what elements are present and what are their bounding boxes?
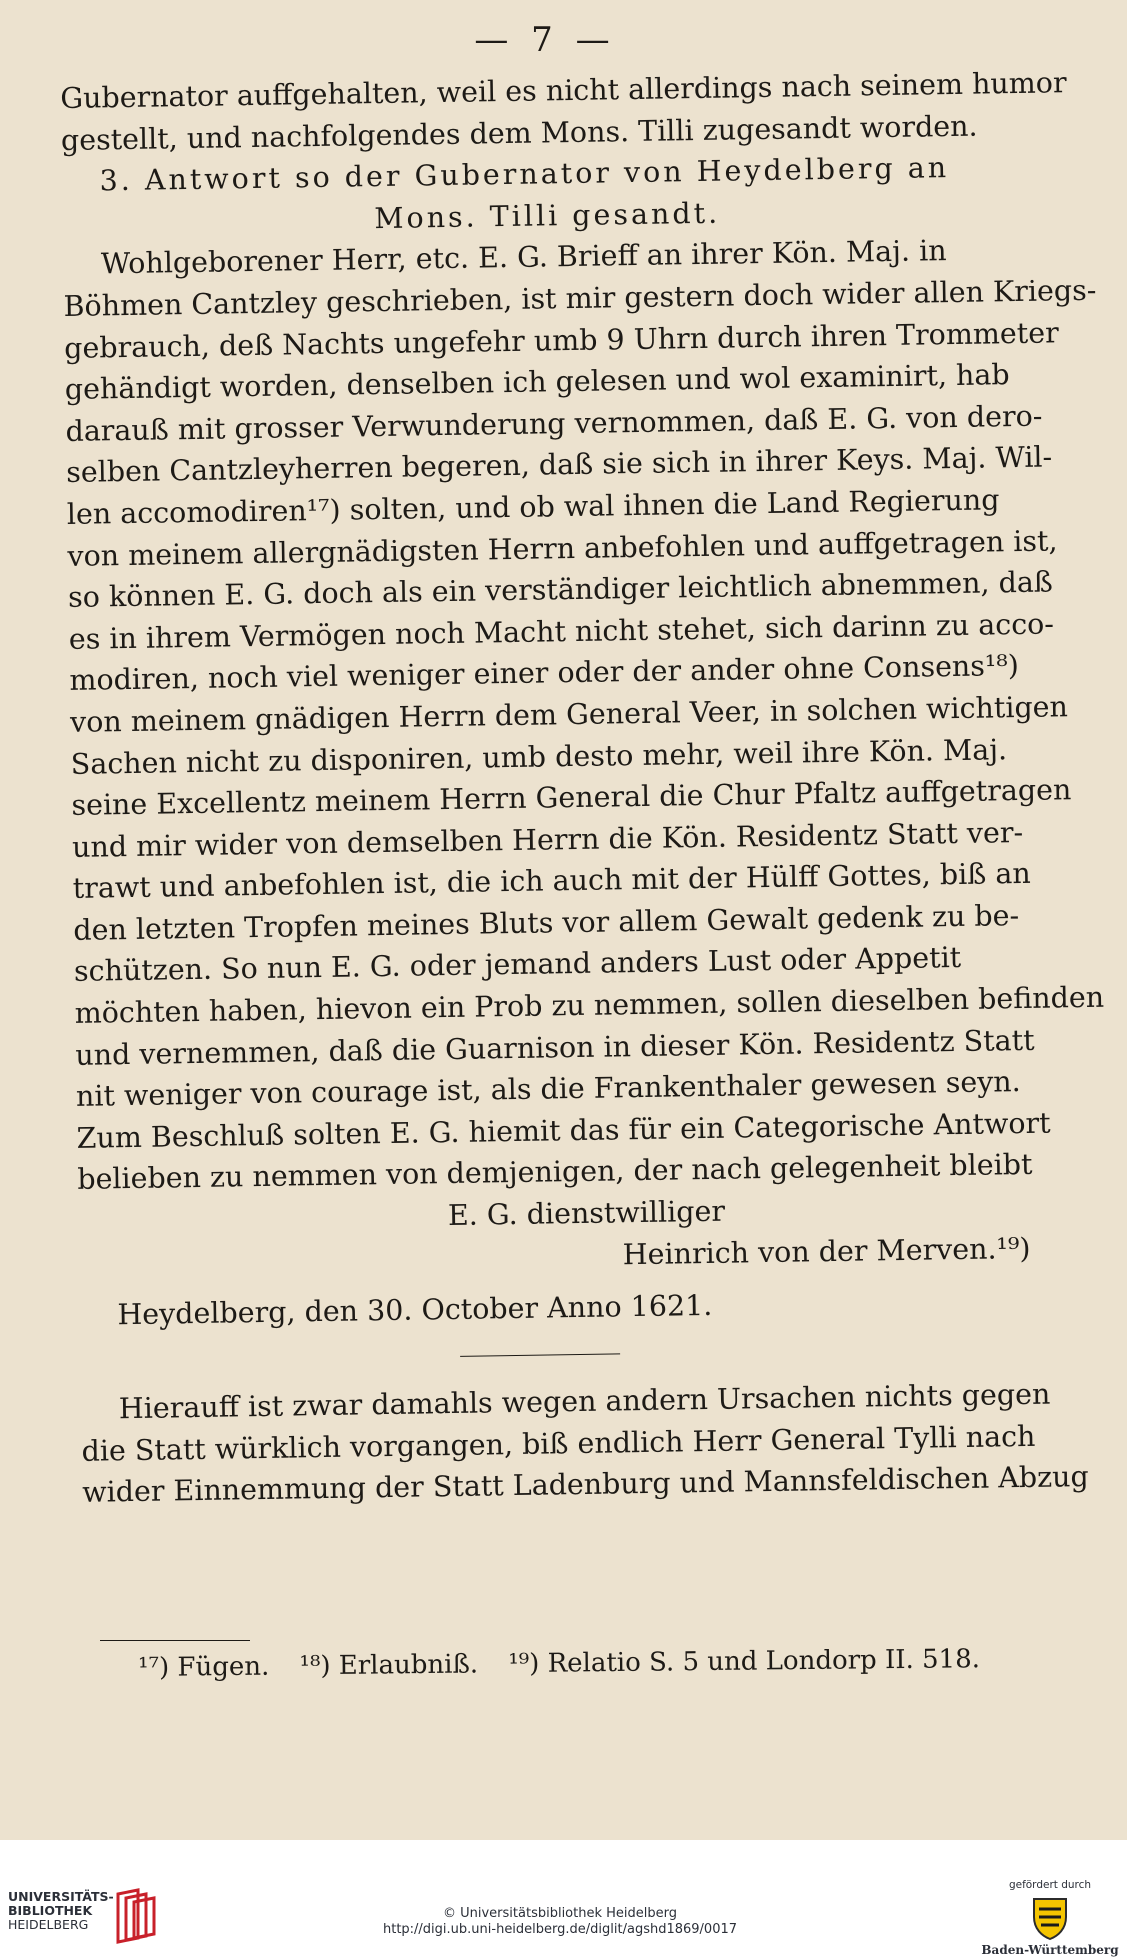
library-logo-icon[interactable] bbox=[114, 1888, 156, 1944]
funder-block bbox=[980, 1879, 1120, 1957]
text-line: den letzten Tropfen meines Bluts vor allem Gewalt gedenk zu be- bbox=[73, 898, 1020, 947]
text-line: so können E. G. doch als ein verständiger leichtlich abnemmen, daß bbox=[67, 565, 1054, 615]
text-line: Zum Beschluß solten E. G. hiemit das für ein Categorische Antwort bbox=[76, 1106, 1051, 1155]
text-line: und vernemmen, daß die Guarnison in dieser Kön. Residentz Statt bbox=[75, 1023, 1035, 1072]
footnotes bbox=[138, 1639, 1002, 1688]
text-line: gehändigt worden, denselben ich gelesen und wol examinirt, hab bbox=[64, 358, 1010, 407]
text-line: belieben zu nemmen von demjenigen, der nach gelegenheit bleibt bbox=[77, 1148, 1033, 1197]
footnote-19: ¹⁹) Relatio S. 5 und Londorp II. 518. bbox=[508, 1644, 981, 1680]
text-line: von meinem gnädigen Herrn dem General Veer, in solchen wichtigen bbox=[69, 690, 1069, 739]
section-heading-cont: Mons. Tilli gesandt. bbox=[374, 196, 721, 235]
date-line: Heydelberg, den 30. October Anno 1621. bbox=[117, 1289, 713, 1332]
text-line: die Statt würklich vorgangen, biß endlich Herr General Tylli nach bbox=[81, 1419, 1036, 1468]
text-line: trawt und anbefohlen ist, die ich auch mit der Hülff Gottes, biß an bbox=[72, 857, 1031, 906]
text-line: von meinem allergnädigsten Herrn anbefohlen und auffgetragen ist, bbox=[67, 523, 1058, 573]
body-text bbox=[60, 63, 1105, 1514]
page-number: — 7 — bbox=[474, 20, 616, 60]
text-line: modiren, noch viel weniger einer oder der ander ohne Consens¹⁸) bbox=[69, 649, 1020, 698]
text-line: Böhmen Cantzley geschrieben, ist mir gestern doch wider allen Kriegs- bbox=[63, 273, 1097, 323]
text-line: selben Cantzleyherren begeren, daß sie sich in ihrer Keys. Maj. Wil- bbox=[65, 440, 1053, 490]
text-line: schützen. So nun E. G. oder jemand anders Lust oder Appetit bbox=[73, 941, 962, 989]
text-line: Wohlgeborener Herr, etc. E. G. Brieff an ihrer Kön. Maj. in bbox=[100, 234, 947, 281]
text-line: es in ihrem Vermögen noch Macht nicht stehet, sich darinn zu acco- bbox=[68, 607, 1055, 656]
text-line: Gubernator auffgehalten, weil es nicht allerdings nach seinem humor bbox=[60, 66, 1067, 115]
funder-name: Baden-Württemberg bbox=[981, 1943, 1119, 1957]
footnote-rule bbox=[100, 1640, 250, 1641]
coat-of-arms-icon bbox=[1030, 1895, 1070, 1941]
footnote-17: ¹⁷) Fügen. bbox=[138, 1651, 270, 1683]
closing-phrase: E. G. dienstwilliger bbox=[447, 1194, 726, 1233]
footnote-18: ¹⁸) Erlaubniß. bbox=[299, 1649, 479, 1682]
text-line: gestellt, und nachfolgendes dem Mons. Tilli zugesandt worden. bbox=[60, 109, 978, 157]
text-line: Sachen nicht zu disponiren, umb desto mehr, weil ihre Kön. Maj. bbox=[70, 732, 1008, 781]
text-line: möchten haben, hievon ein Prob zu nemmen, sollen dieselben befinden bbox=[74, 980, 1105, 1030]
text-line: wider Einnemmung der Statt Ladenburg und Mannsfeldischen Abzug bbox=[81, 1460, 1089, 1510]
section-heading: 3. Antwort so der Gubernator von Heydelberg an bbox=[99, 151, 950, 198]
text-line: darauß mit grosser Verwunderung vernommen, daß E. G. von dero- bbox=[65, 399, 1043, 448]
text-line: und mir wider von demselben Herrn die Kön. Residentz Statt ver- bbox=[71, 815, 1024, 864]
library-name-line3: HEIDELBERG bbox=[8, 1917, 89, 1932]
text-line: nit weniger von courage ist, als die Frankenthaler gewesen seyn. bbox=[75, 1065, 1021, 1114]
library-name-line2: BIBLIOTHEK bbox=[8, 1903, 93, 1918]
copyright-text: © Universitätsbibliothek Heidelberg bbox=[442, 1906, 677, 1921]
footer-credits bbox=[350, 1906, 770, 1938]
text-line: gebrauch, deß Nachts ungefehr umb 9 Uhrn durch ihren Trommeter bbox=[63, 315, 1059, 365]
source-url[interactable]: http://digi.ub.uni-heidelberg.de/diglit/agshd1869/0017 bbox=[382, 1922, 738, 1937]
library-logo-text[interactable] bbox=[8, 1890, 114, 1932]
text-line: seine Excellentz meinem Herrn General die Chur Pfaltz auffgetragen bbox=[71, 773, 1072, 823]
text-line: Hierauff ist zwar damahls wegen andern Ursachen nichts gegen bbox=[118, 1377, 1051, 1426]
funded-by-label: gefördert durch bbox=[1008, 1879, 1092, 1891]
section-divider bbox=[460, 1354, 620, 1358]
signature-line: Heinrich von der Merven.¹⁹) bbox=[622, 1231, 1031, 1271]
text-line: len accomodiren¹⁷) solten, und ob wal ihnen die Land Regierung bbox=[66, 483, 1000, 531]
library-name-line1: UNIVERSITÄTS- bbox=[8, 1889, 114, 1904]
